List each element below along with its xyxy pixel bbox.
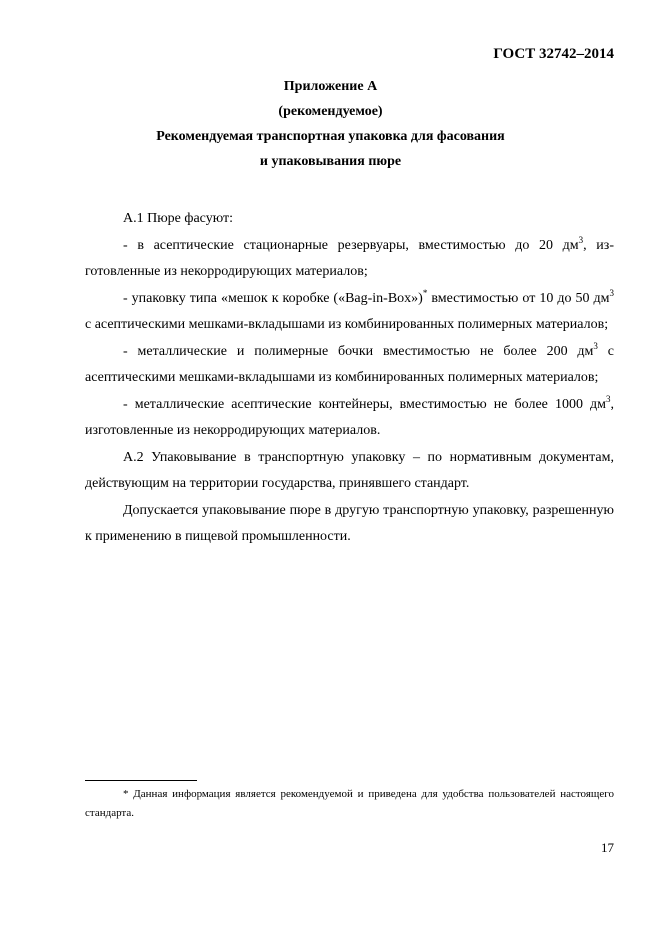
list-item-text: с асептическими мешками-вкладышами из комбинированных полимерных материалов; [85,317,609,332]
list-item-text: с асептическими мешками-вкладышами из комбинированных полимерных материалов; [85,343,614,385]
superscript: 3 [606,393,611,404]
appendix-heading-line-2: и упаковывания пюре [259,154,402,169]
appendix-heading [0,74,661,174]
appendix-body [85,206,614,551]
list-item-text: - металлические и полимерные бочки вместимостью не более 200 дм [123,343,594,359]
list-item-text: - металлические асептические контейнеры, вместимостью не более 1000 дм [123,396,606,412]
superscript: 3 [578,234,584,245]
list-item-text: - упаковку типа «мешок к коробке («Bag-in-Box») [123,290,423,306]
paragraph-allowed-packaging: Допускается упаковывание пюре в другую транспортную упаковку, разрешенную к применению в пищевой промышленности. [85,502,614,544]
footnote-separator [85,780,197,781]
list-item-text: , изготовленные из некорродирующих материалов. [85,396,614,438]
list-item-barrels [85,339,614,392]
list-item-stationary-tanks [85,233,614,286]
footnote-marker: * [422,287,428,298]
list-item-text: - в асептические стационарные резервуары, вместимостью до 20 дм [123,237,579,253]
footnote: * Данная информация является рекомендуемой и приведена для удобства пользователей настоящего стандарта. [85,788,614,819]
list-item-bag-in-box [85,286,614,339]
list-item-containers [85,392,614,445]
appendix-title: Приложение А [283,79,378,94]
page-number: 17 [601,840,614,855]
superscript: 3 [609,287,614,298]
paragraph-a2: А.2 Упаковывание в транспортную упаковку – по нормативным документам, действующим на территории государства, принявшего стандарт. [85,449,614,491]
list-item-text: , изготовленные из некорродирующих материалов; [85,237,614,279]
appendix-status: (рекомендуемое) [278,104,383,119]
appendix-heading-line-1: Рекомендуемая транспортная упаковка для фасования [156,129,505,144]
list-item-text: вместимостью от 10 до 50 дм [427,290,610,306]
paragraph-a1: А.1 Пюре фасуют: [123,211,233,226]
document-code: ГОСТ 32742–2014 [493,46,614,62]
superscript: 3 [593,340,598,351]
